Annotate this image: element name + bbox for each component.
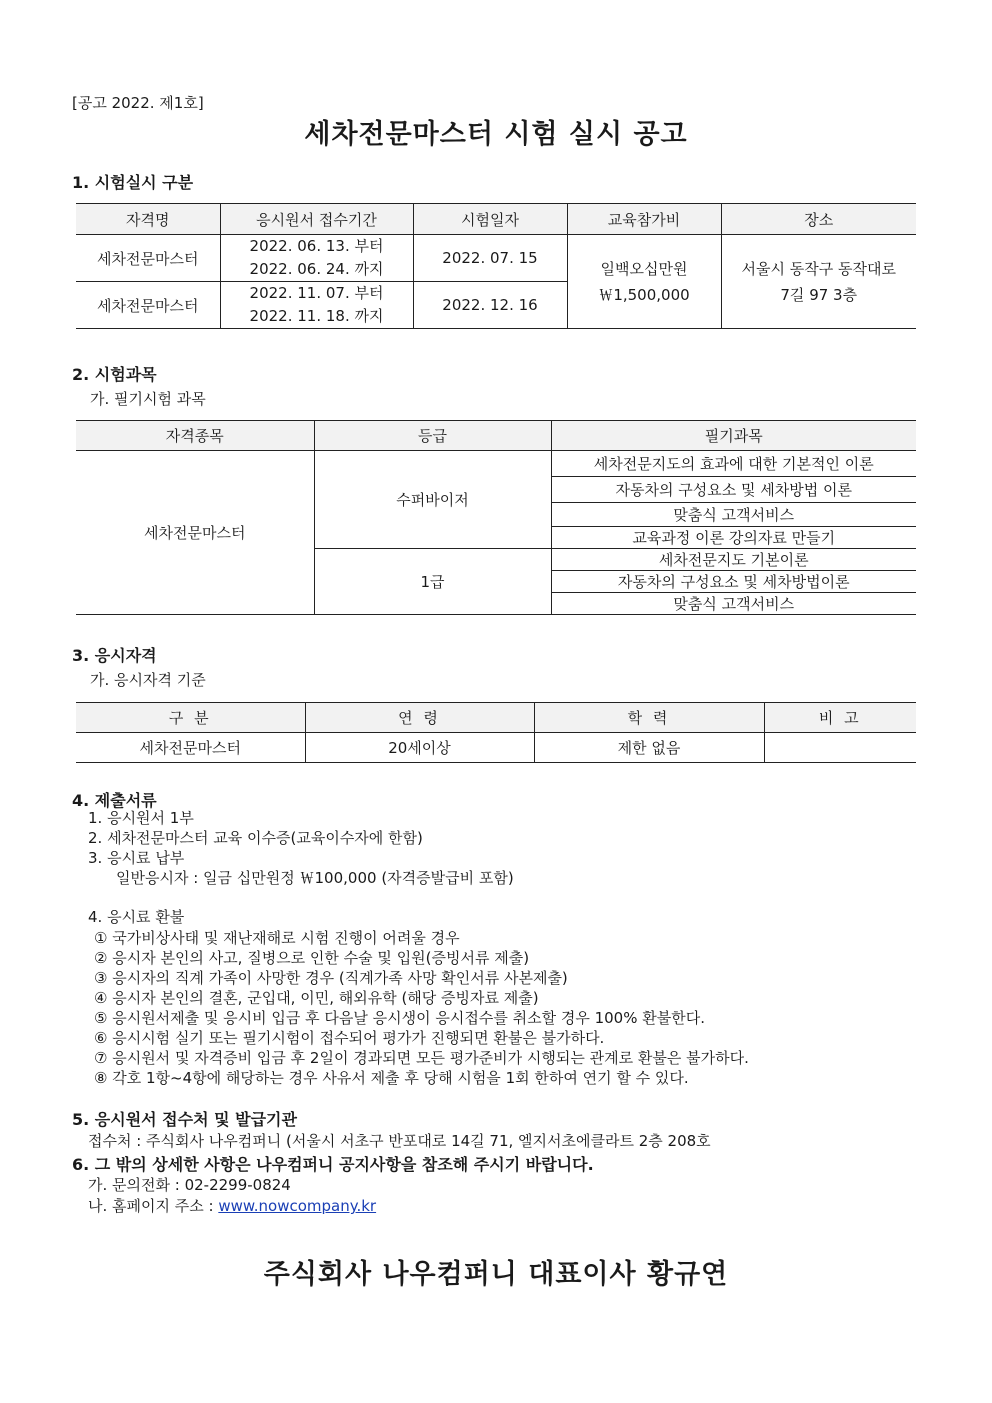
period-end: 2022. 11. 18. 까지	[220, 305, 413, 329]
document-item: 일반응시자 : 일금 십만원정 ￦100,000 (자격증발급비 포함)	[116, 869, 514, 887]
document-item: 2. 세차전문마스터 교육 이수증(교육이수자에 한함)	[88, 829, 423, 847]
column-header: 응시원서 접수기간	[220, 204, 413, 235]
homepage-link[interactable]: www.nowcompany.kr	[218, 1197, 377, 1215]
eligibility-remarks	[764, 733, 916, 763]
notice-number: [공고 2022. 제1호]	[72, 94, 204, 112]
table-header-row	[76, 421, 916, 451]
refund-item: ⑥ 응시시험 실기 또는 필기시험이 접수되어 평가가 진행되면 환불은 불가하다.	[94, 1029, 605, 1047]
column-header: 학 력	[534, 703, 764, 733]
section-6-heading: 6. 그 밖의 상세한 사항은 나우컴퍼니 공지사항을 참조해 주시기 바랍니다.	[72, 1155, 594, 1174]
column-header: 장소	[721, 204, 916, 235]
subject-cell: 맞춤식 고객서비스	[551, 503, 916, 527]
issuer-signature: 주식회사 나우컴퍼니 대표이사 황규연	[263, 1259, 729, 1290]
table-header-row	[76, 703, 916, 733]
qualification-name: 세차전문마스터	[76, 235, 220, 282]
place-line-2: 7길 97 3층	[780, 285, 858, 304]
subject-cell: 교육과정 이론 강의자료 만들기	[551, 527, 916, 549]
eligibility-education: 제한 없음	[534, 733, 764, 763]
fee-korean: 일백오십만원	[600, 259, 688, 278]
refund-item: ⑤ 응시원서제출 및 응시비 입금 후 다음날 응시생이 응시접수를 취소할 경우 100% 환불한다.	[94, 1009, 705, 1027]
table-header-row	[76, 204, 916, 235]
column-header: 등급	[314, 421, 551, 451]
period-start: 2022. 06. 13. 부터	[220, 235, 413, 259]
table-row	[76, 235, 916, 259]
column-header: 구 분	[76, 703, 305, 733]
eligibility-age: 20세이상	[305, 733, 534, 763]
subject-cell: 자동차의 구성요소 및 세차방법이론	[551, 571, 916, 593]
page-title: 세차전문마스터 시험 실시 공고	[304, 119, 688, 150]
section-1-heading: 1. 시험실시 구분	[72, 173, 194, 192]
table-row	[76, 733, 916, 763]
exam-place	[721, 235, 916, 329]
fee-amount: ￦1,500,000	[598, 285, 690, 304]
refund-item: ③ 응시자의 직계 가족이 사망한 경우 (직계가족 사망 확인서류 사본제출)	[94, 969, 568, 987]
column-header: 비 고	[764, 703, 916, 733]
section-5-heading: 5. 응시원서 접수처 및 발급기관	[72, 1110, 297, 1129]
refund-heading: 4. 응시료 환불	[88, 908, 185, 926]
section-4-heading: 4. 제출서류	[72, 791, 157, 810]
column-header: 자격종목	[76, 421, 314, 451]
qualification-name: 세차전문마스터	[76, 282, 220, 329]
refund-item: ① 국가비상사태 및 재난재해로 시험 진행이 어려울 경우	[94, 929, 460, 947]
document-item: 3. 응시료 납부	[88, 849, 185, 867]
section-2-heading: 2. 시험과목	[72, 365, 157, 384]
grade-first: 1급	[314, 549, 551, 615]
subject-cell: 자동차의 구성요소 및 세차방법 이론	[551, 477, 916, 503]
subject-cell: 맞춤식 고객서비스	[551, 593, 916, 615]
qualification-type: 세차전문마스터	[76, 451, 314, 615]
period-end: 2022. 06. 24. 까지	[220, 258, 413, 282]
section-3-subheading: 가. 응시자격 기준	[90, 671, 206, 689]
column-header: 시험일자	[413, 204, 567, 235]
eligibility-qualification: 세차전문마스터	[76, 733, 305, 763]
exam-date: 2022. 12. 16	[413, 282, 567, 329]
section-3-heading: 3. 응시자격	[72, 646, 157, 665]
refund-item: ⑦ 응시원서 및 자격증비 입금 후 2일이 경과되면 모든 평가준비가 시행되는 관계로 환불은 불가하다.	[94, 1049, 749, 1067]
document-item: 1. 응시원서 1부	[88, 809, 194, 827]
section-2-subheading: 가. 필기시험 과목	[90, 390, 206, 408]
subject-cell: 세차전문지도 기본이론	[551, 549, 916, 571]
period-start: 2022. 11. 07. 부터	[220, 282, 413, 306]
reception-info: 접수처 : 주식회사 나우컴퍼니 (서울시 서초구 반포대로 14길 71, 엘지서초에클라트 2층 208호	[88, 1132, 711, 1150]
refund-item: ② 응시자 본인의 사고, 질병으로 인한 수술 및 입원(증빙서류 제출)	[94, 949, 530, 967]
homepage-label: 나. 홈페이지 주소 :	[88, 1197, 219, 1215]
refund-item: ④ 응시자 본인의 결혼, 군입대, 이민, 해외유학 (해당 증빙자료 제출)	[94, 989, 539, 1007]
exam-date: 2022. 07. 15	[413, 235, 567, 282]
column-header: 자격명	[76, 204, 220, 235]
homepage-line	[88, 1195, 376, 1216]
written-subjects-table	[76, 420, 916, 615]
contact-phone: 가. 문의전화 : 02-2299-0824	[88, 1176, 291, 1194]
exam-schedule-table	[76, 203, 916, 329]
table-row	[76, 451, 916, 477]
education-fee	[567, 235, 721, 329]
column-header: 교육참가비	[567, 204, 721, 235]
place-line-1: 서울시 동작구 동작대로	[741, 259, 896, 278]
grade-supervisor: 수퍼바이저	[314, 451, 551, 549]
refund-item: ⑧ 각호 1항~4항에 해당하는 경우 사유서 제출 후 당해 시험을 1회 한하여 연기 할 수 있다.	[94, 1069, 689, 1087]
eligibility-table	[76, 702, 916, 763]
subject-cell: 세차전문지도의 효과에 대한 기본적인 이론	[551, 451, 916, 477]
column-header: 필기과목	[551, 421, 916, 451]
column-header: 연 령	[305, 703, 534, 733]
